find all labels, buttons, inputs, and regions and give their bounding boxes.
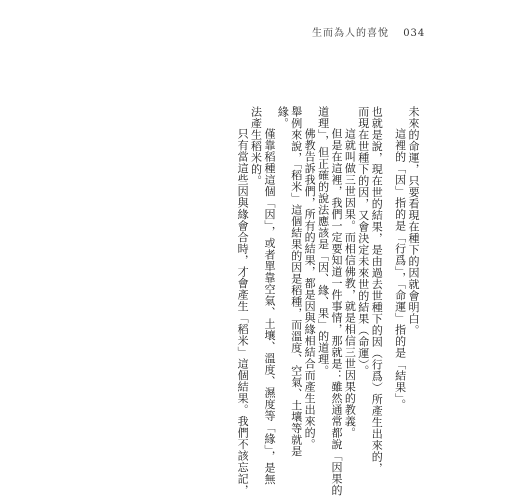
text-line: 這就叫做三世因果。而相信佛教，就是相信三世因果的教義。 <box>343 128 357 439</box>
page-number: 034 <box>403 28 426 39</box>
text-line: 而現在世種下的因，又會決定未來世的結果（命運）。 <box>356 106 370 377</box>
text-line: 只有當這些因與緣會合時，才會產生「稻米」這個結果。我們不該忘記， <box>236 128 250 496</box>
text-line: 未來的命運，只要看現在種下的因就會明白。 <box>407 106 420 336</box>
body-text <box>236 106 420 496</box>
book-title: 生而為人的喜悅 <box>312 28 389 39</box>
text-line: 道理」，但正確的說法應該是「因、緣、果」的道理。 <box>316 106 330 377</box>
text-line: 法產生稻米的。 <box>249 106 263 187</box>
text-line: 也就是說，現在世的結果，是由過去世種下的因（行爲）所產生出來的， <box>370 106 384 474</box>
text-line: 佛教告訴我們，所有的結果，都是因與緣相結合而產生出來的。 <box>303 128 317 450</box>
text-line: 舉例來說，「稻米」這個結果的因是稻種，而溫度、空氣、土壤等就是 <box>289 106 303 457</box>
text-line: 緣。 <box>276 106 290 129</box>
text-line: 這裡的「因」指的是「行爲」，「命運」指的是「結果」。 <box>393 128 407 411</box>
text-line: 但是在這裡，我們一定要知道一件事情，那就是：雖然通常都說「因果的 <box>329 128 343 496</box>
running-header <box>312 24 425 39</box>
text-line: 僅靠稻種這個「因」，或者單靠空氣、土壤、溫度、濕度等「緣」，是無 <box>262 128 276 485</box>
